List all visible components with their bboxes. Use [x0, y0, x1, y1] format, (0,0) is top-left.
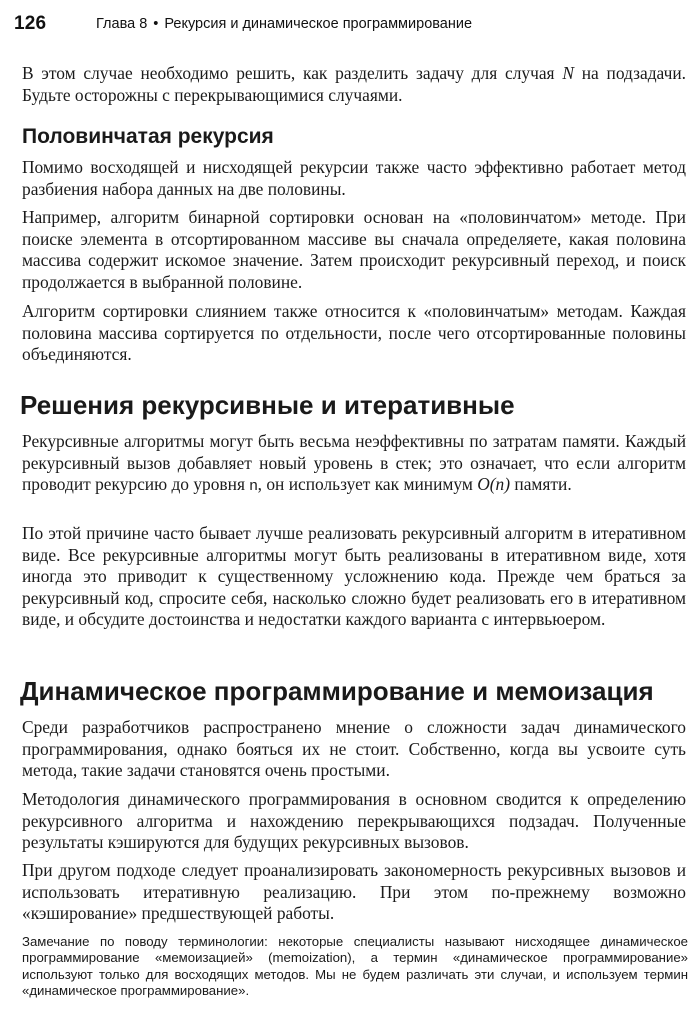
iter-text-b: , он использует как минимум: [257, 474, 478, 494]
iter-paragraph-1: [22, 431, 686, 497]
half-paragraph-3: Алгоритм сортировки слиянием также относится к «половинчатым» методам. Каждая половина массива сортируется по отдельности, после чего отсортированные половины объединяются.: [22, 301, 686, 364]
iter-big-o: O(n): [477, 474, 511, 494]
dp-paragraph-1: Среди разработчиков распространено мнение о сложности задач динамического программирования, однако бояться их не стоит. Собственно, когда вы усвоите суть метода, такие задачи становятся очень простыми.: [22, 717, 686, 780]
intro-text-a: В этом случае необходимо решить, как разделить задачу для случая: [22, 63, 563, 83]
bullet-separator: •: [153, 16, 159, 32]
running-head: [14, 15, 686, 43]
terminology-note: Замечание по поводу терминологии: некоторые специалисты называют нисходящее динамическое программирование «мемоизацией» (memoization), а термин «динамическое программирование» используют только для восходящих методов. Мы не будем различать эти случаи, и используем термин «динамическое программирование».: [22, 934, 688, 999]
heading-recursive-vs-iterative: Решения рекурсивные и итеративные: [20, 390, 515, 420]
intro-text-b: на подзадачи. Будьте осторожны с перекрывающимися случаями.: [22, 63, 686, 105]
intro-variable: N: [562, 63, 574, 83]
half-paragraph-1: Помимо восходящей и нисходящей рекурсии также часто эффективно работает метод разбиения набора данных на две половины.: [22, 157, 686, 199]
page-number: 126: [14, 13, 47, 34]
intro-paragraph: [22, 63, 686, 106]
iter-n-variable: n: [249, 477, 258, 494]
chapter-title: Рекурсия и динамическое программирование: [164, 16, 473, 32]
dp-paragraph-2: Методология динамического программирования в основном сводится к определению рекурсивного алгоритма и нахождению перекрывающихся подзадач. Полученные результаты кэшируются для будущих рекурсивных вызовов.: [22, 789, 686, 852]
iter-paragraph-2: По этой причине часто бывает лучше реализовать рекурсивный алгоритм в итеративном виде. Все рекурсивные алгоритмы могут быть реализованы в итеративном виде, хотя иногда это приводит к существенному усложнению кода. Прежде чем браться за рекурсивный код, спросите себя, насколько сложно будет реализовать его в итеративном виде, и обсудите достоинства и недостатки каждого варианта с интервьюером.: [22, 523, 686, 629]
chapter-line: [96, 16, 472, 32]
iter-text-c: памяти.: [510, 474, 572, 494]
dp-paragraph-3: При другом подходе следует проанализировать закономерность рекурсивных вызовов и использовать итеративную реализацию. При этом по-прежнему возможно «кэширование» предшествующей работы.: [22, 860, 686, 923]
heading-half-recursion: Половинчатая рекурсия: [22, 125, 274, 148]
iter-text-a: Рекурсивные алгоритмы могут быть весьма неэффективны по затратам памяти. Каждый рекурсивный вызов добавляет новый уровень в стек; это означает, что если алгоритм проводит рекурсию до уровня: [22, 431, 686, 494]
chapter-label: Глава 8: [96, 16, 148, 32]
half-paragraph-2: Например, алгоритм бинарной сортировки основан на «половинчатом» методе. При поиске элемента в отсортированном массиве вы сначала определяете, какая половина массива содержит искомое значение. Затем происходит рекурсивный переход, и поиск продолжается в выбранной половине.: [22, 207, 686, 292]
heading-dynamic-programming: Динамическое программирование и мемоизация: [20, 676, 654, 706]
